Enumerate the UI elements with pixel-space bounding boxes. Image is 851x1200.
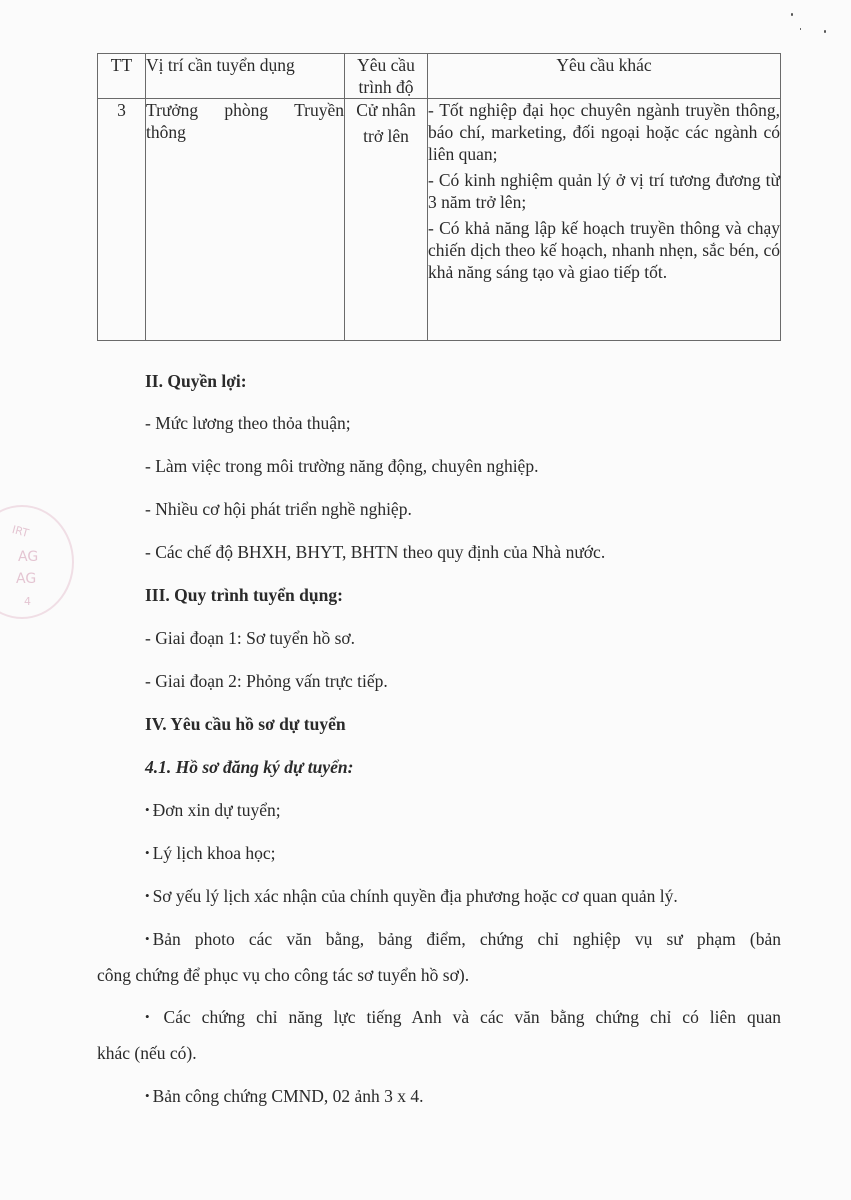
document-item	[97, 1006, 781, 1064]
bullet-icon: •	[145, 1088, 150, 1103]
document-item-text: khác (nếu có).	[97, 1043, 197, 1063]
document-item-line	[97, 928, 781, 950]
document-item-line	[97, 1006, 781, 1028]
scan-speck	[791, 13, 793, 16]
header-position: Vị trí cần tuyển dụng	[146, 54, 345, 99]
cell-other	[428, 99, 781, 341]
document-item	[145, 799, 281, 821]
requirement-item: - Tốt nghiệp đại học chuyên ngành truyền thông, báo chí, marketing, đối ngoại hoặc các ngành có liên quan;	[428, 100, 780, 164]
bullet-icon: •	[145, 888, 150, 903]
process-item: - Giai đoạn 1: Sơ tuyển hồ sơ.	[145, 628, 356, 648]
benefit-item: - Mức lương theo thỏa thuận;	[145, 413, 351, 433]
bullet-icon: •	[145, 931, 150, 946]
stamp-text: AG	[16, 571, 37, 587]
header-level-line: Yêu cầu	[357, 55, 415, 75]
stamp-text: IRT	[10, 523, 31, 540]
document-item-text: Bản công chứng CMND, 02 ảnh 3 x 4.	[152, 1086, 424, 1106]
header-tt: TT	[98, 54, 146, 99]
benefits-heading: II. Quyền lợi:	[145, 371, 247, 391]
red-stamp-fragment	[0, 505, 74, 619]
cell-level-line: trở lên	[363, 126, 409, 146]
benefit-item: - Nhiều cơ hội phát triển nghề nghiệp.	[145, 499, 412, 519]
stamp-text: 4	[24, 595, 31, 608]
requirement-item: - Có kinh nghiệm quản lý ở vị trí tương đương từ 3 năm trở lên;	[428, 170, 780, 212]
cell-level	[345, 99, 428, 341]
documents-subheading: 4.1. Hồ sơ đăng ký dự tuyển:	[145, 757, 354, 777]
document-item-text: Đơn xin dự tuyển;	[152, 800, 281, 820]
requirement-item: - Có khả năng lập kế hoạch truyền thông và chạy chiến dịch theo kế hoạch, nhanh nhẹn, sắc bén, có khả năng sáng tạo và giao tiếp tốt.	[428, 218, 780, 282]
scan-speck	[800, 28, 801, 30]
bullet-icon: •	[145, 802, 150, 817]
table-header-row	[98, 54, 781, 99]
header-level	[345, 54, 428, 99]
document-item-text: Sơ yếu lý lịch xác nhận của chính quyền địa phương hoặc cơ quan quản lý.	[152, 886, 678, 906]
stamp-text: AG	[18, 549, 39, 565]
recruitment-table	[97, 53, 781, 341]
table-row	[98, 99, 781, 341]
header-other: Yêu cầu khác	[428, 54, 781, 99]
scan-speck	[824, 30, 826, 33]
document-item-text: Các chứng chỉ năng lực tiếng Anh và các văn bằng chứng chỉ có liên quan	[152, 1007, 781, 1027]
document-item-text: công chứng để phục vụ cho công tác sơ tuyển hồ sơ).	[97, 965, 470, 985]
header-level-line: trình độ	[358, 77, 414, 97]
document-item	[145, 1085, 424, 1107]
bullet-icon: •	[145, 845, 150, 860]
process-heading: III. Quy trình tuyển dụng:	[145, 585, 343, 605]
document-item	[97, 928, 781, 986]
process-item: - Giai đoạn 2: Phỏng vấn trực tiếp.	[145, 671, 388, 691]
documents-heading: IV. Yêu cầu hồ sơ dự tuyển	[145, 714, 346, 734]
document-item	[145, 842, 276, 864]
document-item-text: Bản photo các văn bằng, bảng điểm, chứng chỉ nghiệp vụ sư phạm (bản	[152, 929, 781, 949]
document-item	[145, 885, 678, 907]
cell-level-line: Cử nhân	[356, 100, 416, 120]
document-item-text: Lý lịch khoa học;	[152, 843, 276, 863]
cell-position: Trưởng phòng Truyền thông	[146, 99, 345, 341]
benefit-item: - Làm việc trong môi trường năng động, chuyên nghiệp.	[145, 456, 539, 476]
benefit-item: - Các chế độ BHXH, BHYT, BHTN theo quy định của Nhà nước.	[145, 542, 606, 562]
bullet-icon: •	[145, 1009, 150, 1024]
cell-tt: 3	[98, 99, 146, 341]
